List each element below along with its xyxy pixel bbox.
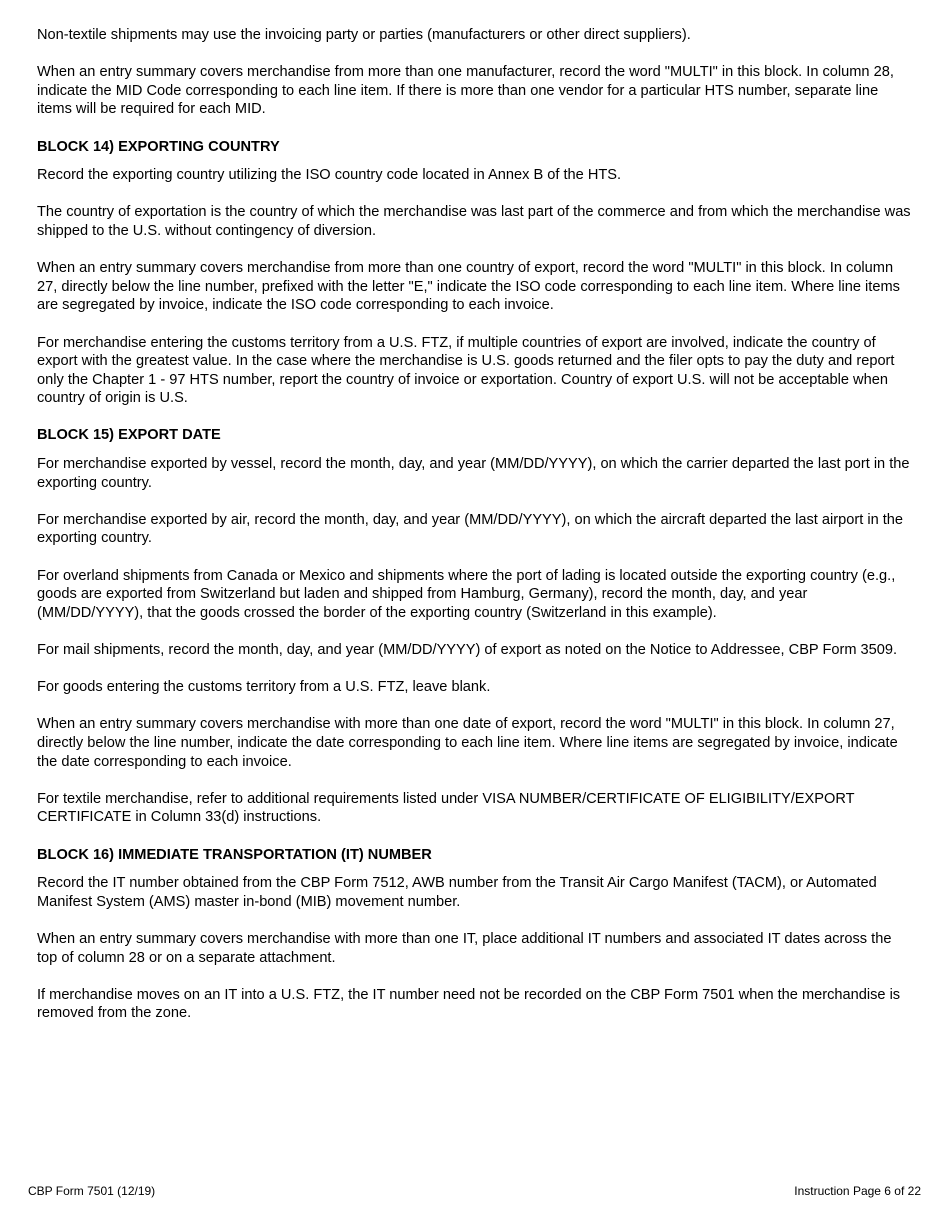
paragraph: For merchandise entering the customs territory from a U.S. FTZ, if multiple countries of export are involved, indicate the country of export with the greatest value. In the case where the merchandise is U.S. goods returned and the filer opts to pay the duty and report only the Chapter 1 - 97 HTS number, report the country of invoice or exportation. Country of export U.S. will not be acceptable when country of origin is U.S. [37,334,895,407]
block-15-section [37,426,915,826]
block-14-section [37,138,915,408]
block-14-heading: BLOCK 14) EXPORTING COUNTRY [37,138,280,155]
paragraph: Record the IT number obtained from the CBP Form 7512, AWB number from the Transit Air Cargo Manifest (TACM), or Automated Manifest System (AMS) master in-bond (MIB) movement number. [37,875,877,910]
block-16-heading: BLOCK 16) IMMEDIATE TRANSPORTATION (IT) NUMBER [37,846,432,863]
block-16-section [37,846,915,1023]
footer-form-id: CBP Form 7501 (12/19) [28,1184,156,1198]
paragraph: The country of exportation is the country of which the merchandise was last part of the commerce and from which the merchandise was shipped to the U.S. without contingency of diversion. [37,204,911,239]
footer-page-number: Instruction Page 6 of 22 [794,1184,921,1198]
paragraph: For textile merchandise, refer to additional requirements listed under VISA NUMBER/CERTIFICATE OF ELIGIBILITY/EXPORT CERTIFICATE in Column 33(d) instructions. [37,790,855,826]
paragraph: When an entry summary covers merchandise with more than one IT, place additional IT numbers and associated IT dates across the top of column 28 or on a separate attachment. [37,930,892,966]
paragraph: For merchandise exported by vessel, record the month, day, and year (MM/DD/YYYY), on which the carrier departed the last port in the exporting country. [37,456,910,491]
paragraph: When an entry summary covers merchandise from more than one manufacturer, record the word "MULTI" in this block. In column 28, indicate the MID Code corresponding to each line item. If there is more than one vendor for a particular HTS number, separate line items will be required for each MID. [37,64,894,118]
document-body [37,26,915,1041]
block-15-heading: BLOCK 15) EXPORT DATE [37,427,221,444]
paragraph: For mail shipments, record the month, day, and year (MM/DD/YYYY) of export as noted on the Notice to Addressee, CBP Form 3509. [37,642,898,658]
paragraph: Record the exporting country utilizing the ISO country code located in Annex B of the HTS. [37,167,622,184]
paragraph: When an entry summary covers merchandise from more than one country of export, record the word "MULTI" in this block. In column 27, directly below the line number, prefixed with the letter "E," indicate the ISO code corresponding to each line item. Where line items are segregated by invoice, indicate the ISO code corresponding to each invoice. [37,260,900,314]
paragraph: If merchandise moves on an IT into a U.S. FTZ, the IT number need not be recorded on the CBP Form 7501 when the merchandise is removed from the zone. [37,986,901,1022]
intro-section [37,26,915,119]
paragraph: When an entry summary covers merchandise with more than one date of export, record the word "MULTI" in this block. In column 27, directly below the line number, indicate the date corresponding to each line item. Where line items are segregated by invoice, indicate the date corresponding to each invoice. [37,716,898,770]
paragraph: For overland shipments from Canada or Mexico and shipments where the port of lading is located outside the exporting country (e.g., goods are exported from Switzerland but laden and shipped from Hamburg, Germany), record the month, day, and year (MM/DD/YYYY), that the goods crossed the border of the exporting country (Switzerland in this example). [37,567,896,621]
paragraph: For merchandise exported by air, record the month, day, and year (MM/DD/YYYY), on which the aircraft departed the last airport in the exporting country. [37,511,904,547]
paragraph: For goods entering the customs territory from a U.S. FTZ, leave blank. [37,679,491,696]
paragraph: Non-textile shipments may use the invoicing party or parties (manufacturers or other direct suppliers). [37,27,691,43]
